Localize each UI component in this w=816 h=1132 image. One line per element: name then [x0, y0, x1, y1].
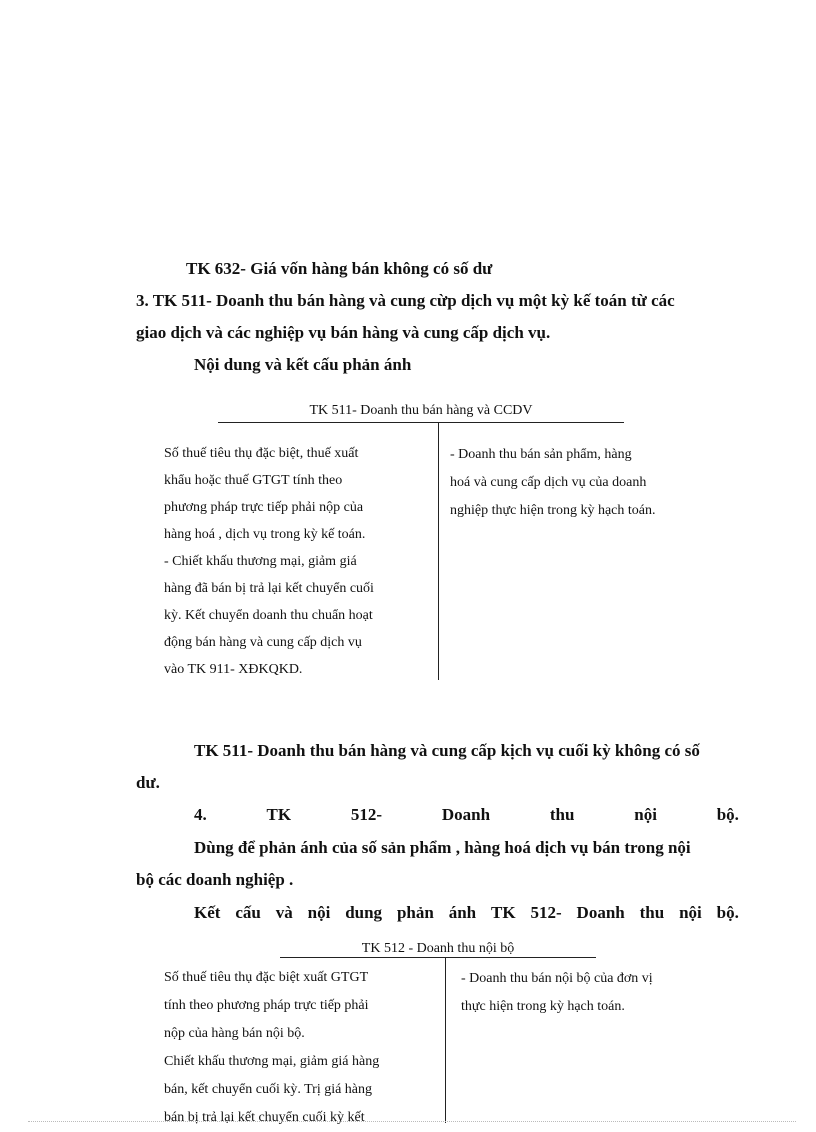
structure-word: thu — [639, 903, 665, 922]
tk511-balance-line-1: TK 511- Doanh thu bán hàng và cung cấp kịch vụ cuối kỳ không có số — [194, 741, 700, 760]
credit-line: hoá và cung cấp dịch vụ của doanh — [450, 475, 647, 490]
structure-word: cấu — [235, 903, 261, 922]
t-account-511-credit-side — [450, 441, 655, 525]
credit-line: - Doanh thu bán nội bộ của đơn vị — [461, 971, 653, 986]
debit-line: - Chiết khấu thương mại, giảm giá — [164, 554, 357, 569]
heading-word: Doanh — [441, 805, 491, 824]
section-3-heading-line-2: giao dịch và các nghiệp vụ bán hàng và cung cấp dịch vụ. — [136, 323, 551, 342]
structure-word: TK — [491, 903, 516, 922]
t-account-511-top-rule — [218, 422, 624, 423]
debit-line: động bán hàng và cung cấp dịch vụ — [164, 635, 362, 650]
t-account-512-credit-side — [461, 965, 653, 1021]
t-account-511-divider — [438, 423, 439, 680]
t-account-512-divider — [445, 958, 446, 1123]
structure-word: và — [275, 903, 293, 922]
structure-word: ánh — [448, 903, 477, 922]
t-account-512-debit-side — [164, 964, 379, 1132]
credit-line: nghiệp thực hiện trong kỳ hạch toán. — [450, 503, 656, 518]
debit-line: hàng hoá , dịch vụ trong kỳ kế toán. — [164, 527, 366, 542]
tk632-balance-note: TK 632- Giá vốn hàng bán không có số dư — [186, 259, 493, 278]
debit-line: hàng đã bán bị trả lại kết chuyển cuối — [164, 581, 374, 596]
debit-line: nộp của hàng bán nội bộ. — [164, 1026, 305, 1041]
heading-word: bộ. — [716, 805, 739, 824]
structure-word: Kết — [194, 903, 221, 922]
credit-line: - Doanh thu bán sản phẩm, hàng — [450, 447, 632, 462]
debit-line: vào TK 911- XĐKQKD. — [164, 662, 303, 677]
structure-word: dung — [345, 903, 383, 922]
structure-word: bộ. — [716, 903, 739, 922]
heading-word: TK — [266, 805, 292, 824]
debit-line: bán bị trả lại kết chuyển cuối kỳ kết — [164, 1110, 365, 1125]
debit-line: Số thuế tiêu thụ đặc biệt xuất GTGT — [164, 970, 369, 985]
credit-line: thực hiện trong kỳ hạch toán. — [461, 999, 625, 1014]
heading-word: nội — [634, 805, 657, 824]
t-account-511-debit-side — [164, 440, 374, 683]
heading-word: 512- — [350, 805, 383, 824]
debit-line: bán, kết chuyển cuối kỳ. Trị giá hàng — [164, 1082, 373, 1097]
debit-line: Chiết khấu thương mại, giảm giá hàng — [164, 1054, 380, 1069]
page-bottom-dotted-rule — [28, 1121, 796, 1122]
debit-line: tính theo phương pháp trực tiếp phải — [164, 998, 369, 1013]
structure-word: phản — [396, 903, 434, 922]
purpose-line-2: bộ các doanh nghiệp . — [136, 870, 294, 889]
t-account-512-title: TK 512 - Doanh thu nội bộ — [361, 941, 515, 956]
section-4-heading — [194, 805, 739, 825]
purpose-line-1: Dùng để phản ánh của số sản phẩm , hàng hoá dịch vụ bán trong nội — [194, 838, 691, 857]
heading-word: 4. — [194, 805, 207, 824]
section-3-heading-line-1: 3. TK 511- Doanh thu bán hàng và cung cừp dịch vụ một kỳ kế toán từ các — [136, 291, 675, 310]
structure-word: Doanh — [576, 903, 625, 922]
structure-word: 512- — [530, 903, 562, 922]
structure-word: nội — [307, 903, 331, 922]
heading-word: thu — [549, 805, 575, 824]
t-account-512-top-rule — [280, 957, 596, 958]
debit-line: kỳ. Kết chuyển doanh thu chuẩn hoạt — [164, 608, 373, 623]
debit-line: Số thuế tiêu thụ đặc biệt, thuế xuất — [164, 446, 359, 461]
structure-label — [194, 903, 739, 923]
content-structure-label: Nội dung và kết cấu phản ánh — [194, 355, 412, 374]
debit-line: phương pháp trực tiếp phải nộp của — [164, 500, 364, 515]
structure-word: nội — [679, 903, 702, 922]
debit-line: khẩu hoặc thuế GTGT tính theo — [164, 473, 343, 488]
tk511-balance-line-2: dư. — [136, 773, 160, 792]
t-account-511-title: TK 511- Doanh thu bán hàng và CCDV — [309, 403, 533, 418]
